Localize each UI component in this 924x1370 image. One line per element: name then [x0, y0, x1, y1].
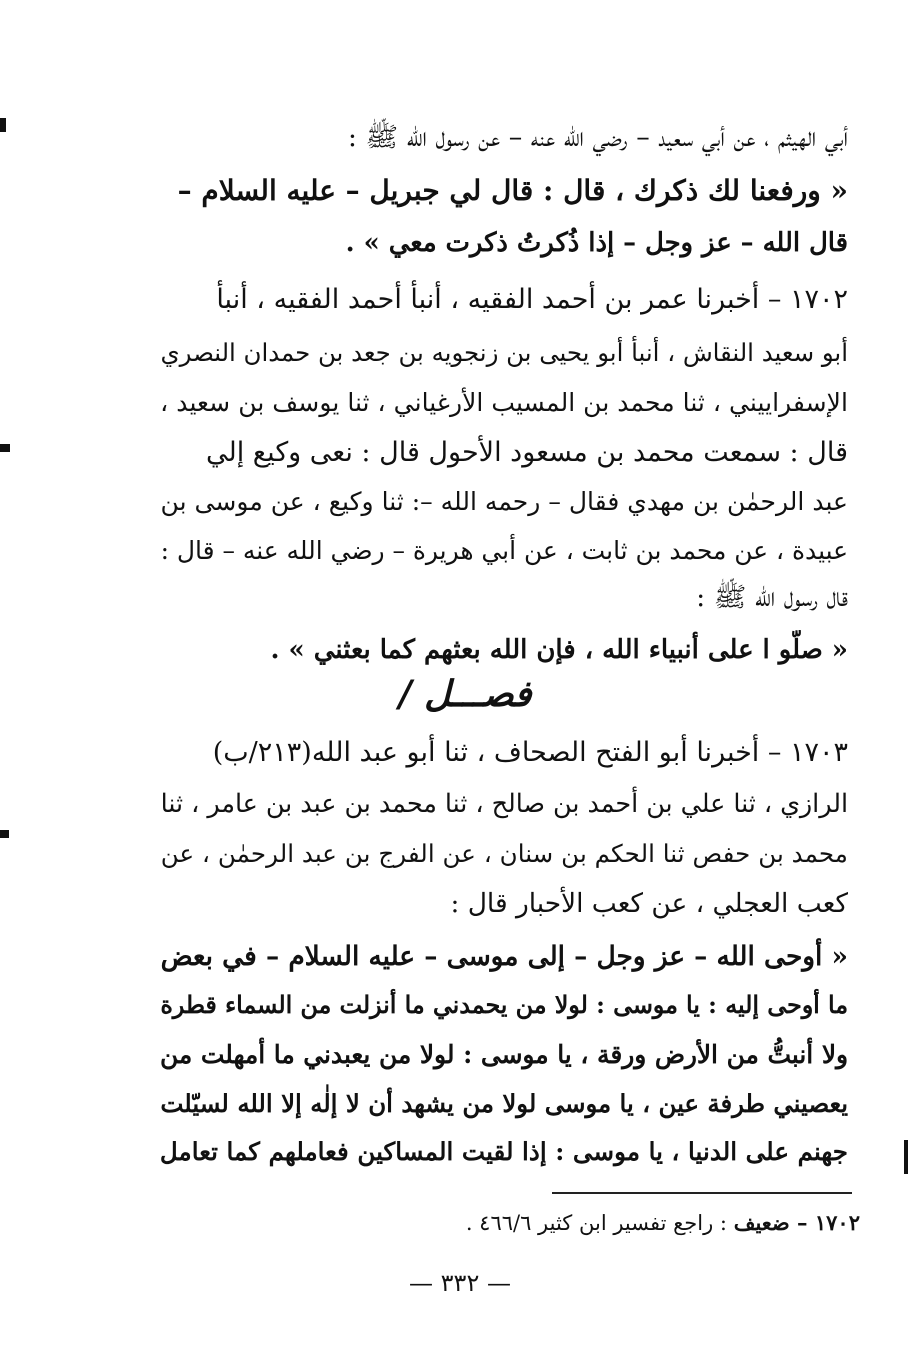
text-line: جهنم على الدنيا ، يا موسى : إذا لقيت المساكين فعاملهم كما تعامل — [160, 1137, 848, 1166]
text-line: أبو سعيد النقاش ، أنبأ أبو يحيى بن زنجويه بن جعد بن حمدان النصري — [160, 338, 848, 367]
section-heading: فصـــل / — [398, 673, 532, 715]
text-line: عبيدة ، عن محمد بن ثابت ، عن أبي هريرة – رضي الله عنه – قال : — [160, 536, 848, 565]
text-line: الإسفراييني ، ثنا محمد بن المسيب الأرغياني ، ثنا يوسف بن سعيد ، — [160, 388, 848, 417]
footnote-divider — [552, 1192, 852, 1194]
scan-edge-mark — [0, 118, 6, 132]
text-line: عبد الرحمٰن بن مهدي فقال – رحمه الله –: ثنا وكيع ، عن موسى بن — [160, 487, 848, 516]
page-number: — ٣٣٢ — — [409, 1269, 511, 1297]
text-line: قال الله – عز وجل – إذا ذُكرتُ ذكرت معي » . — [345, 228, 848, 258]
text-line: « أوحى الله – عز وجل – إلى موسى – عليه السلام – في بعض — [160, 941, 848, 972]
text-line: قال رسول الله ﷺ : — [696, 582, 848, 613]
text-line: ولا أنبتُّ من الأرض ورقة ، يا موسى : لولا من يعبدني ما أمهلت من — [160, 1040, 848, 1069]
footnote-text: : راجع تفسير ابن كثير ٤٦٦/٦ . — [465, 1211, 728, 1235]
scan-edge-mark — [0, 444, 10, 452]
text-line: أبي الهيثم ، عن أبي سعيد – رضي الله عنه – عن رسول الله ﷺ : — [347, 122, 848, 153]
text-line: يعصيني طرفة عين ، يا موسى لولا من يشهد أن لا إلٰه إلا الله لسيّلت — [160, 1089, 848, 1118]
scan-edge-mark — [0, 830, 9, 838]
text-line: ما أوحى إليه : يا موسى : لولا من يحمدني ما أنزلت من السماء قطرة — [160, 991, 848, 1019]
footnote-number: ١٧٠٢ – ضعيف — [733, 1210, 860, 1235]
footnote — [330, 1208, 860, 1242]
text-line: « ورفعنا لك ذكرك ، قال : قال لي جبريل – عليه السلام – — [177, 174, 848, 207]
text-line: ١٧٠٣ – أخبرنا أبو الفتح الصحاف ، ثنا أبو عبد الله(٢١٣/ب) — [212, 737, 848, 768]
scan-edge-mark — [904, 1140, 908, 1174]
text-line: الرازي ، ثنا علي بن أحمد بن صالح ، ثنا محمد بن عبد بن عامر ، ثنا — [160, 788, 848, 818]
text-line: محمد بن حفص ثنا الحكم بن سنان ، عن الفرج بن عبد الرحمٰن ، عن — [160, 839, 848, 868]
text-line: « صلُّو ا على أنبياء الله ، فإن الله بعثهم كما بعثني » . — [270, 635, 848, 665]
text-line: ١٧٠٢ – أخبرنا عمر بن أحمد الفقيه ، أنبأ أحمد الفقيه ، أنبأ — [216, 284, 848, 315]
text-line: كعب العجلي ، عن كعب الأحبار قال : — [450, 888, 848, 919]
text-line: قال : سمعت محمد بن مسعود الأحول قال : نعى وكيع إلي — [205, 437, 848, 468]
